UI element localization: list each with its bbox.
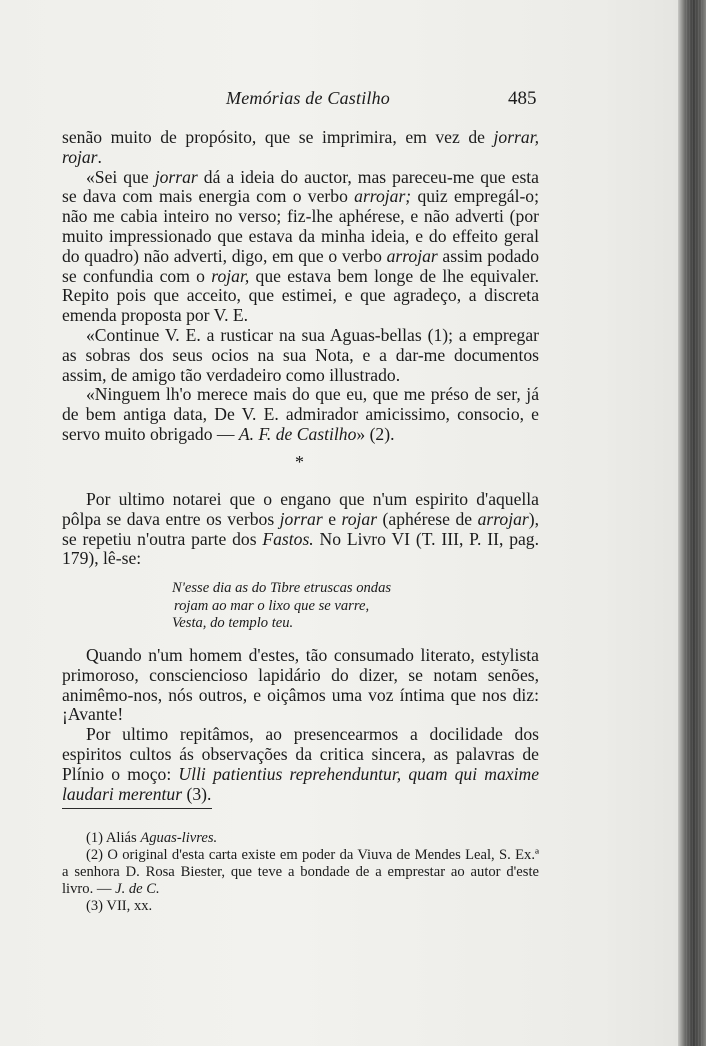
paragraph: Por ultimo notarei que o engano que n'um espirito d'aquella pôlpa se dava entre os verbos jorrar e rojar (aphérese de arrojar), se repetiu n'outra parte dos Fastos. No Livro VI (T. III, P. II, pag. 179), lê-se: [62, 489, 539, 569]
verse-line: N'esse dia as do Tibre etruscas ondas [172, 580, 392, 596]
paragraph: «Continue V. E. a rusticar na sua Aguas-bellas (1); a empregar as sobras dos seus ocios na sua Nota, e a dar-me documentos assim, de amigo tão verdadeiro como illustrado. [62, 324, 539, 385]
footnote: (2) O original d'esta carta existe em poder da Viuva de Mendes Leal, S. Ex.ª a senhora D. Rosa Biester, que teve a bondade de a emprestar ao autor d'este livro. — J. de C. [62, 847, 539, 897]
paragraph: «Sei que jorrar dá a ideia do auctor, mas pareceu-me que esta se dava com mais energia com o verbo arrojar; quiz empregál-o; não me cabia inteiro no verso; fiz-lhe aphérese, e não adverti (por muito impressionado que estava da minha ideia, e do effeito geral do quadro) não adverti, digo, em que o verbo arrojar assim podado se confundia com o rojar, que estava bem longe de lhe equivaler. Repito pois que acceito, que estimei, e que agradeço, a discreta emenda proposta por V. E. [62, 166, 540, 326]
closing-paragraphs [62, 646, 539, 804]
paragraph: Por ultimo repitâmos, ao presencearmos a docilidade dos espiritos cultos ás observações da critica sincera, as palavras de Plínio o moço: Ulli patientius reprehenduntur, quam qui maxime laudari merentur (3). [62, 724, 540, 804]
paragraph: senão muito de propósito, que se imprimira, em vez de jorrar, rojar. [62, 127, 539, 167]
page-stack-lines [686, 0, 702, 1046]
page-header [0, 88, 680, 112]
footnote-rule [62, 808, 212, 809]
footnote: (3) VII, xx. [86, 898, 153, 914]
verse-line: rojam ao mar o lixo que se varre, [174, 597, 370, 614]
footnotes [62, 830, 539, 915]
footnote: (1) Aliás Aguas-livres. [86, 830, 218, 846]
verse-line: Vesta, do templo teu. [172, 615, 294, 631]
running-title: Memórias de Castilho [226, 88, 390, 108]
section-separator: * [295, 452, 304, 472]
page-number: 485 [508, 88, 537, 109]
letter-continuation [62, 128, 539, 445]
paragraph: «Ninguem lh'o merece mais do que eu, que me préso de ser, já de bem antiga data, De V. E. admirador amicissimo, consocio, e servo muito obrigado — A. F. de Castilho» (2). [62, 384, 539, 444]
verse-quotation [172, 580, 391, 633]
commentary-paragraph [62, 490, 539, 569]
paragraph: Quando n'um homem d'estes, tão consumado literato, estylista primoroso, consciencioso lapidário do dizer, se notam senões, animêmo-nos, nós outros, e oiçâmos uma voz íntima que nos diz: ¡Avante! [62, 645, 539, 725]
